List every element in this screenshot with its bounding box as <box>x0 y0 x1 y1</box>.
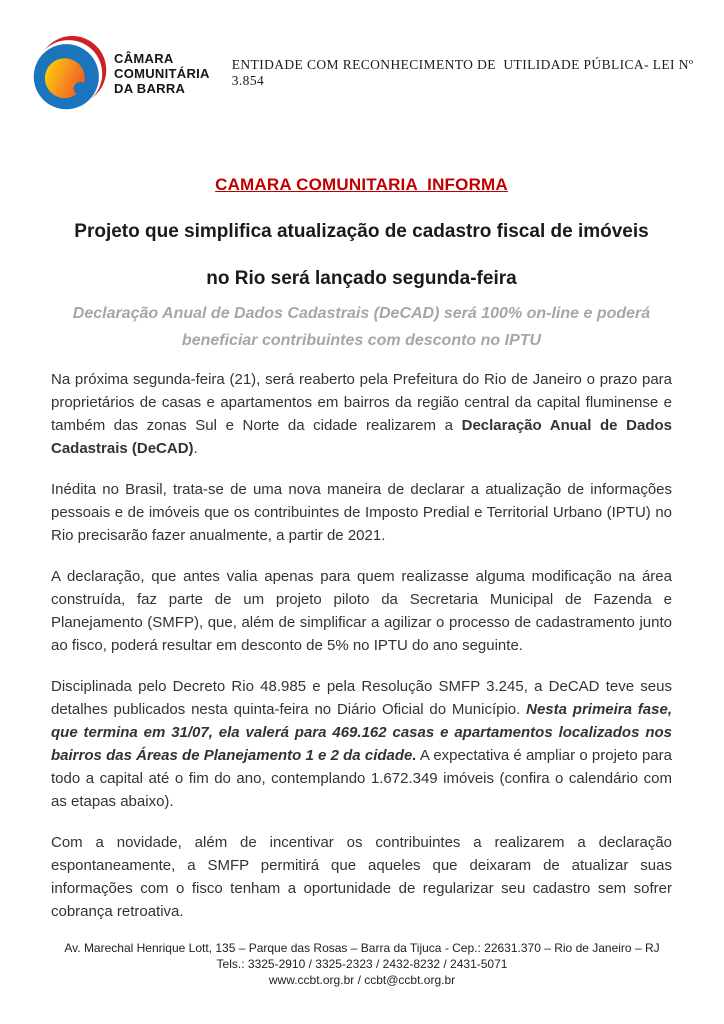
article-paragraph <box>51 368 672 460</box>
article-paragraph <box>51 565 672 657</box>
logo-wordmark-line2: COMUNITÁRIA <box>114 65 210 81</box>
article-banner-title: CAMARA COMUNITARIA INFORMA <box>215 175 508 194</box>
paragraph-segment: A expectativa é ampliar o projeto para todo a capital até o fim do ano, contemplando 1.672.349 imóveis (confira o calendário com as etapas abaixo). <box>51 747 673 810</box>
article-headline-line1: Projeto que simplifica atualização de cadastro fiscal de imóveis <box>74 221 649 242</box>
paragraph-segment: A declaração, que antes valia apenas para quem realizasse alguma modificação na área construída, faz parte de um projeto piloto da Secretaria Municipal de Fazenda e Planejamento (SMFP), que, além de simplificar a agilizar o processo de cadastramento junto ao fisco, poderá resultar em desconto de 5% no IPTU do ano seguinte. <box>51 568 672 654</box>
paragraph-segment: Nesta primeira fase, que termina em 31/07, ela valerá para 469.162 casas e apartamentos localizados nos bairros das Áreas de Planejamento 1 e 2 da cidade. <box>51 701 672 764</box>
paragraph-segment: Inédita no Brasil, trata-se de uma nova maneira de declarar a atualização de informações pessoais e de imóveis que os contribuintes de Imposto Predial e Territorial Urbano (IPTU) no Rio precisarão fazer anualmente, a partir de 2021. <box>51 481 672 544</box>
article <box>51 175 672 941</box>
article-paragraph <box>51 831 672 923</box>
article-paragraph <box>51 478 672 547</box>
footer-web-email: www.ccbt.org.br / ccbt@ccbt.org.br <box>268 973 456 987</box>
article-paragraphs <box>51 368 672 923</box>
paragraph-segment: . <box>193 440 198 457</box>
logo-wordmark-line3: DA BARRA <box>114 80 186 96</box>
entity-recognition-line: ENTIDADE COM RECONHECIMENTO DE UTILIDADE PÚBLICA- LEI Nº 3.854 <box>231 57 698 88</box>
camara-comunitaria-logo-icon <box>33 36 107 110</box>
paragraph-segment: Na próxima segunda-feira (21), será reaberto pela Prefeitura do Rio de Janeiro o prazo para proprietários de casas e apartamentos em bairros da região central da capital fluminense e também das zonas Sul e Norte da cidade realizarem a <box>51 371 672 434</box>
paragraph-segment: Declaração Anual de Dados Cadastrais (DeCAD) <box>51 417 672 457</box>
letter-footer <box>0 940 724 988</box>
footer-phones: Tels.: 3325-2910 / 3325-2323 / 2432-8232 / 2431-5071 <box>216 957 508 971</box>
logo-wordmark <box>114 51 210 96</box>
footer-address: Av. Marechal Henrique Lott, 135 – Parque das Rosas – Barra da Tijuca - Cep.: 22631.370 – Rio de Janeiro – RJ <box>64 941 660 955</box>
article-subtitle: Declaração Anual de Dados Cadastrais (DeCAD) será 100% on-line e poderá beneficiar contribuintes com desconto no IPTU <box>72 305 651 349</box>
article-headline-line2: no Rio será lançado segunda-feira <box>206 268 517 289</box>
letterhead <box>33 36 698 110</box>
article-paragraph <box>51 675 672 813</box>
paragraph-segment: Com a novidade, além de incentivar os contribuintes a realizarem a declaração espontaneamente, a SMFP permitirá que aqueles que deixaram de atualizar suas informações com o fisco tenham a oportunidade de regularizar seu cadastro sem sofrer cobrança retroativa. <box>51 834 672 920</box>
logo-wordmark-line1: CÂMARA <box>114 50 174 66</box>
paragraph-segment: Disciplinada pelo Decreto Rio 48.985 e pela Resolução SMFP 3.245, a DeCAD teve seus detalhes publicados nesta quinta-feira no Diário Oficial do Município. <box>51 678 672 718</box>
